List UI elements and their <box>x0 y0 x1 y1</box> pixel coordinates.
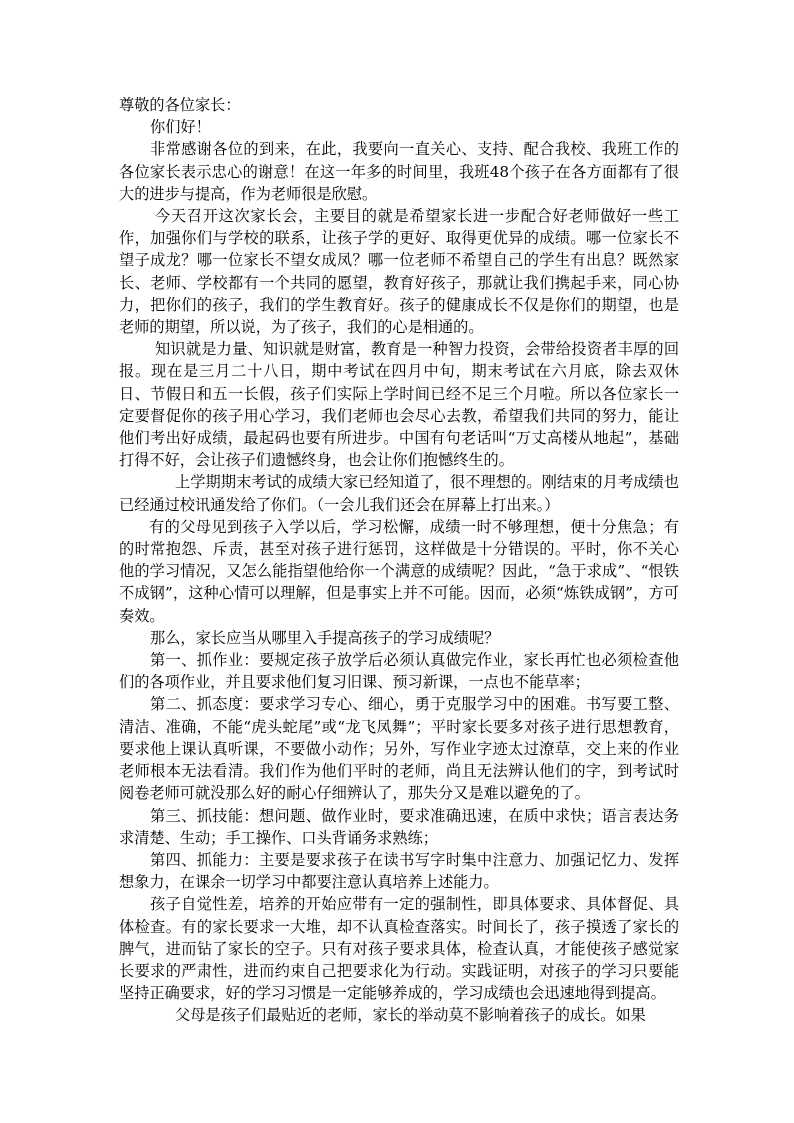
greeting: 你们好！ <box>150 118 211 137</box>
paragraph-knowledge: 知识就是力量、知识就是财富，教育是一种智力投资，会带给投资者丰厚的回报。现在是三月二十八日，期中考试在四月中旬，期末考试在六月底，除去双休日、节假日和五一长假，孩子们实际上学时间已经不足三个月啦。所以各位家长一定要督促你的孩子用心学习，我们老师也会尽心去教，希望我们共同的努力，能让他们考出好成绩，最起码也要有所进步。中国有句老话叫“万丈高楼从地起”，基础打得不好，会让孩子们遗憾终身，也会让你们抱憾终生的。 <box>119 340 679 470</box>
salutation: 尊敬的各位家长： <box>119 96 241 114</box>
paragraph-exam-results: 上学期期末考试的成绩大家已经知道了，很不理想的。刚结束的月考成绩也已经通过校讯通发给了你们。（一会儿我们还会在屏幕上打出来。） <box>119 473 679 514</box>
paragraph-meeting-purpose: 今天召开这次家长会，主要目的就是希望家长进一步配合好老师做好一些工作，加强你们与学校的联系，让孩子学的更好、取得更优异的成绩。哪一位家长不望子成龙？哪一位家长不望女成凤？哪一位老师不希望自己的学生有出息？既然家长、老师、学校都有一个共同的愿望，教育好孩子，那就让我们携起手来，同心协力，把你们的孩子，我们的学生教育好。孩子的健康成长不仅是你们的期望，也是老师的期望，所以说，为了孩子，我们的心是相通的。 <box>119 207 679 337</box>
paragraph-parents-role: 父母是孩子们最贴近的老师，家长的举动莫不影响着孩子的成长。如果 <box>175 1006 646 1025</box>
paragraph-skills: 第三、抓技能：想问题、做作业时，要求准确迅速，在质中求快；语言表达务求清楚、生动；手工操作、口头背诵务求熟练； <box>119 806 679 847</box>
document-page <box>119 94 679 1027</box>
paragraph-thanks: 非常感谢各位的到来，在此，我要向一直关心、支持、配合我校、我班工作的各位家长表示忠心的谢意！在这一年多的时间里，我班48个孩子在各方面都有了很大的进步与提高，作为老师很是欣慰。 <box>119 140 679 203</box>
paragraph-homework: 第一、抓作业：要规定孩子放学后必须认真做完作业，家长再忙也必须检查他们的各项作业，并且要求他们复习旧课、预习新课，一点也不能草率； <box>119 651 679 692</box>
paragraph-self-discipline: 孩子自觉性差，培养的开始应带有一定的强制性，即具体要求、具体督促、具体检查。有的家长要求一大堆，却不认真检查落实。时间长了，孩子摸透了家长的脾气，进而钻了家长的空子。只有对孩子要求具体，检查认真，才能使孩子感觉家长要求的严肃性，进而约束自己把要求化为行动。实践证明，对孩子的学习只要能坚持正确要求，好的学习习惯是一定能够养成的，学习成绩也会迅速地得到提高。 <box>119 895 679 1003</box>
paragraph-ability: 第四、抓能力：主要是要求孩子在读书写字时集中注意力、加强记忆力、发挥想象力，在课余一切学习中都要注意认真培养上述能力。 <box>119 850 679 892</box>
paragraph-parents-attitude: 有的父母见到孩子入学以后，学习松懈，成绩一时不够理想，便十分焦急；有的时常抱怨、斥责，甚至对孩子进行惩罚，这样做是十分错误的。平时，你不关心他的学习情况，又怎么能指望他给你一个满意的成绩呢？因此，“急于求成”、“恨铁不成钢”，这种心情可以理解，但是事实上并不可能。因而，必须“炼铁成钢”，方可奏效。 <box>119 517 679 625</box>
paragraph-attitude: 第二、抓态度：要求学习专心、细心，勇于克服学习中的困难。书写要工整、清洁、准确，不能“虎头蛇尾”或“龙飞凤舞”；平时家长要多对孩子进行思想教育，要求他上课认真听课，不要做小动作；另外，写作业字迹太过潦草，交上来的作业老师根本无法看清。我们作为他们平时的老师，尚且无法辨认他们的字，到考试时阅卷老师可就没那么好的耐心仔细辨认了，那失分又是难以避免的了。 <box>119 695 679 803</box>
paragraph-question: 那么，家长应当从哪里入手提高孩子的学习成绩呢？ <box>150 628 500 647</box>
